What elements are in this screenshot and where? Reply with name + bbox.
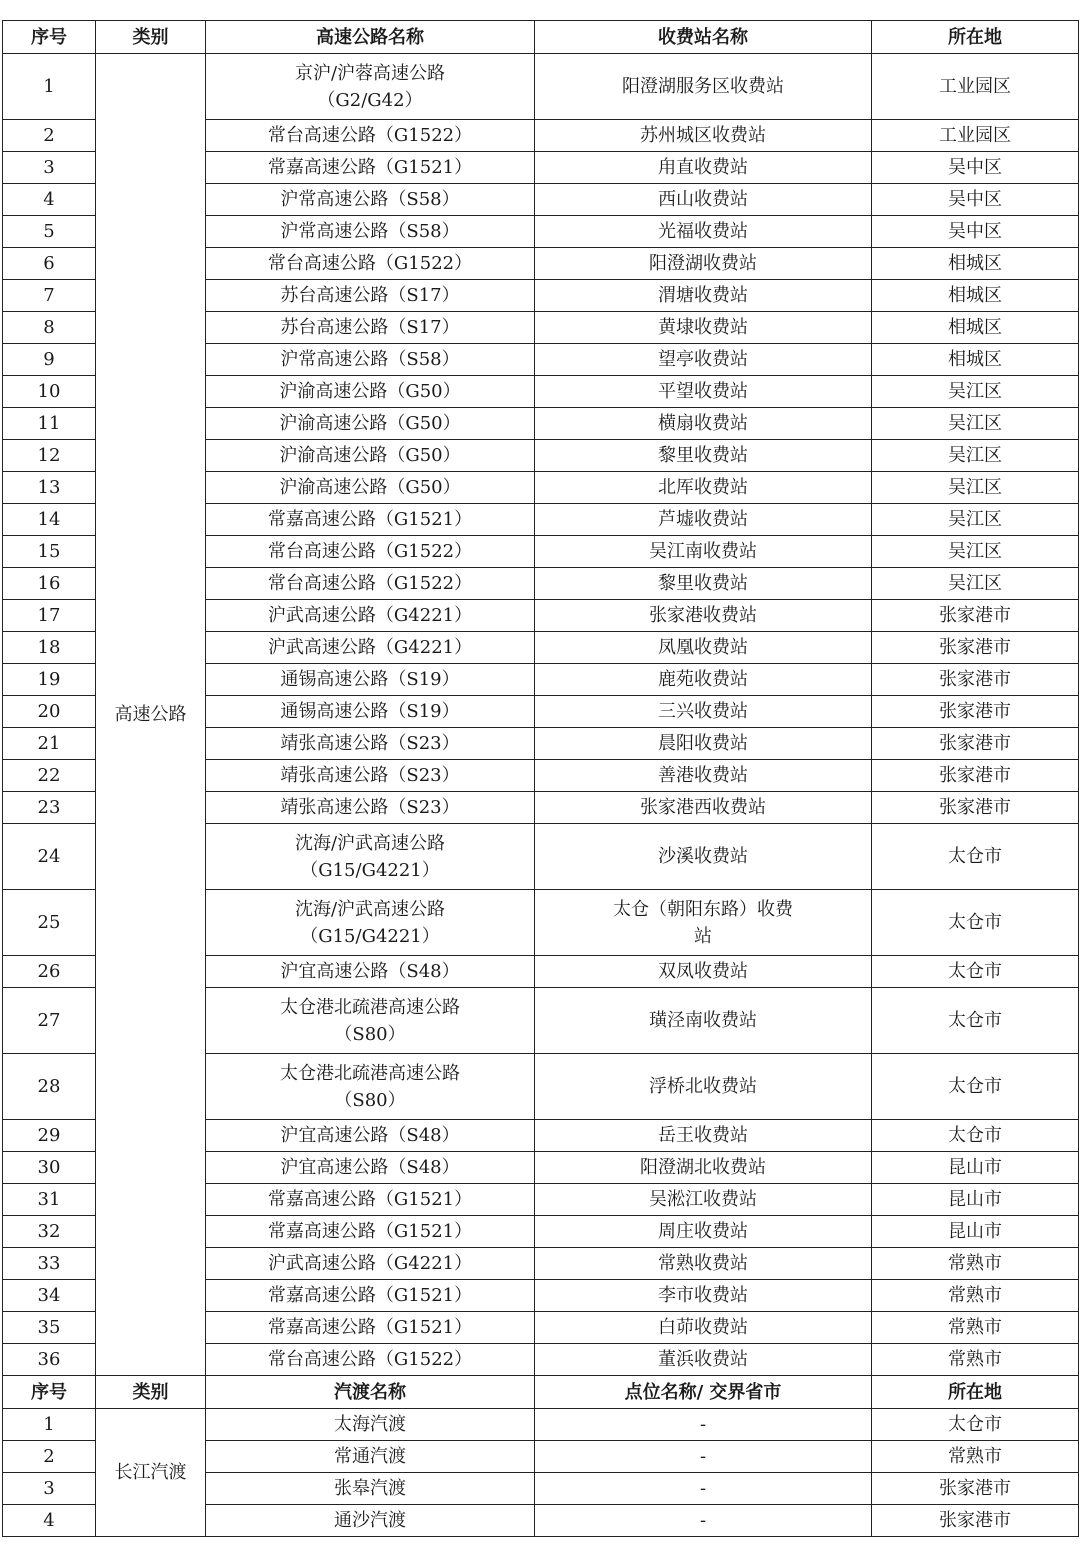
location: 太仓市 [872, 956, 1079, 988]
highway-name: 沪常高速公路（S58） [206, 344, 535, 376]
row-number: 26 [3, 956, 96, 988]
highway-name: 沪渝高速公路（G50） [206, 472, 535, 504]
toll-station-name: 张家港西收费站 [535, 792, 872, 824]
location: 吴江区 [872, 568, 1079, 600]
row-number: 4 [3, 1505, 96, 1537]
location: 昆山市 [872, 1216, 1079, 1248]
row-number: 11 [3, 408, 96, 440]
toll-station-name: 常熟收费站 [535, 1248, 872, 1280]
row-number: 3 [3, 152, 96, 184]
highway-name: 常嘉高速公路（G1521） [206, 1280, 535, 1312]
location: 吴中区 [872, 184, 1079, 216]
highway-name: 沪宜高速公路（S48） [206, 1152, 535, 1184]
toll-station-name: 凤凰收费站 [535, 632, 872, 664]
highway-name: 苏台高速公路（S17） [206, 280, 535, 312]
column-header: 所在地 [872, 1376, 1079, 1409]
toll-station-name: 光福收费站 [535, 216, 872, 248]
row-number: 20 [3, 696, 96, 728]
location: 张家港市 [872, 1473, 1079, 1505]
column-header: 汽渡名称 [206, 1376, 535, 1409]
highway-name: 常嘉高速公路（G1521） [206, 1184, 535, 1216]
row-number: 23 [3, 792, 96, 824]
row-number: 19 [3, 664, 96, 696]
location: 常熟市 [872, 1248, 1079, 1280]
location: 太仓市 [872, 1054, 1079, 1120]
row-number: 3 [3, 1473, 96, 1505]
toll-station-name: 芦墟收费站 [535, 504, 872, 536]
toll-station-name: 阳澄湖收费站 [535, 248, 872, 280]
highway-name: 沈海/沪武高速公路 （G15/G4221） [206, 890, 535, 956]
location: 太仓市 [872, 988, 1079, 1054]
highway-name: 沪常高速公路（S58） [206, 216, 535, 248]
toll-station-name: 黄埭收费站 [535, 312, 872, 344]
toll-station-name: 渭塘收费站 [535, 280, 872, 312]
highway-name: 常台高速公路（G1522） [206, 120, 535, 152]
highway-name: 沪武高速公路（G4221） [206, 632, 535, 664]
highway-name: 靖张高速公路（S23） [206, 728, 535, 760]
row-number: 4 [3, 184, 96, 216]
column-header: 所在地 [872, 21, 1079, 54]
toll-station-name: 善港收费站 [535, 760, 872, 792]
toll-station-name: 鹿苑收费站 [535, 664, 872, 696]
toll-station-name: 北厍收费站 [535, 472, 872, 504]
row-number: 16 [3, 568, 96, 600]
toll-station-name: 浮桥北收费站 [535, 1054, 872, 1120]
category-cell: 高速公路 [96, 54, 206, 1376]
location: 常熟市 [872, 1312, 1079, 1344]
location: 常熟市 [872, 1280, 1079, 1312]
location: 相城区 [872, 248, 1079, 280]
column-header: 类别 [96, 1376, 206, 1409]
location: 相城区 [872, 312, 1079, 344]
row-number: 10 [3, 376, 96, 408]
column-header: 收费站名称 [535, 21, 872, 54]
highway-name: 常台高速公路（G1522） [206, 536, 535, 568]
highway-name: 常嘉高速公路（G1521） [206, 1216, 535, 1248]
toll-station-name: 三兴收费站 [535, 696, 872, 728]
toll-station-name: 双凤收费站 [535, 956, 872, 988]
row-number: 6 [3, 248, 96, 280]
location: 吴江区 [872, 504, 1079, 536]
location: 张家港市 [872, 696, 1079, 728]
row-number: 29 [3, 1120, 96, 1152]
highway-name: 沪渝高速公路（G50） [206, 408, 535, 440]
highway-name: 通锡高速公路（S19） [206, 664, 535, 696]
location: 张家港市 [872, 760, 1079, 792]
toll-station-name: 白茆收费站 [535, 1312, 872, 1344]
location: 张家港市 [872, 792, 1079, 824]
header-row [3, 21, 1079, 54]
location: 张家港市 [872, 600, 1079, 632]
row-number: 7 [3, 280, 96, 312]
header-row [3, 1376, 1079, 1409]
location: 工业园区 [872, 54, 1079, 120]
point-name: - [535, 1441, 872, 1473]
row-number: 2 [3, 120, 96, 152]
row-number: 1 [3, 54, 96, 120]
point-name: - [535, 1505, 872, 1537]
highway-name: 常台高速公路（G1522） [206, 568, 535, 600]
location: 吴江区 [872, 408, 1079, 440]
highway-name: 沪宜高速公路（S48） [206, 1120, 535, 1152]
ferry-name: 张皋汽渡 [206, 1473, 535, 1505]
toll-station-name: 平望收费站 [535, 376, 872, 408]
ferry-name: 通沙汽渡 [206, 1505, 535, 1537]
row-number: 1 [3, 1409, 96, 1441]
row-number: 15 [3, 536, 96, 568]
toll-station-name: 吴江南收费站 [535, 536, 872, 568]
row-number: 17 [3, 600, 96, 632]
location: 吴中区 [872, 152, 1079, 184]
location: 吴江区 [872, 536, 1079, 568]
highway-name: 常嘉高速公路（G1521） [206, 1312, 535, 1344]
highway-name: 常台高速公路（G1522） [206, 1344, 535, 1376]
column-header: 点位名称/ 交界省市 [535, 1376, 872, 1409]
row-number: 18 [3, 632, 96, 664]
row-number: 33 [3, 1248, 96, 1280]
toll-station-name: 黎里收费站 [535, 440, 872, 472]
location: 常熟市 [872, 1344, 1079, 1376]
highway-name: 太仓港北疏港高速公路 （S80） [206, 988, 535, 1054]
highway-name: 靖张高速公路（S23） [206, 760, 535, 792]
toll-station-name: 璜泾南收费站 [535, 988, 872, 1054]
location: 相城区 [872, 344, 1079, 376]
row-number: 14 [3, 504, 96, 536]
row-number: 24 [3, 824, 96, 890]
toll-station-name: 岳王收费站 [535, 1120, 872, 1152]
location: 吴江区 [872, 472, 1079, 504]
highway-name: 京沪/沪蓉高速公路 （G2/G42） [206, 54, 535, 120]
toll-station-name: 阳澄湖服务区收费站 [535, 54, 872, 120]
location: 张家港市 [872, 1505, 1079, 1537]
row-number: 8 [3, 312, 96, 344]
row-number: 5 [3, 216, 96, 248]
toll-station-name: 董浜收费站 [535, 1344, 872, 1376]
location: 相城区 [872, 280, 1079, 312]
location: 太仓市 [872, 824, 1079, 890]
row-number: 9 [3, 344, 96, 376]
row-number: 30 [3, 1152, 96, 1184]
column-header: 序号 [3, 1376, 96, 1409]
location: 工业园区 [872, 120, 1079, 152]
highway-name: 沪武高速公路（G4221） [206, 600, 535, 632]
column-header: 序号 [3, 21, 96, 54]
highway-name: 沪渝高速公路（G50） [206, 376, 535, 408]
column-header: 类别 [96, 21, 206, 54]
row-number: 2 [3, 1441, 96, 1473]
row-number: 27 [3, 988, 96, 1054]
toll-station-name: 望亭收费站 [535, 344, 872, 376]
highway-name: 常嘉高速公路（G1521） [206, 152, 535, 184]
table-row [3, 1409, 1079, 1441]
location: 太仓市 [872, 890, 1079, 956]
row-number: 31 [3, 1184, 96, 1216]
highway-name: 沪渝高速公路（G50） [206, 440, 535, 472]
location: 太仓市 [872, 1409, 1079, 1441]
location: 太仓市 [872, 1120, 1079, 1152]
column-header: 高速公路名称 [206, 21, 535, 54]
location: 张家港市 [872, 632, 1079, 664]
category-cell: 长江汽渡 [96, 1409, 206, 1537]
ferry-name: 常通汽渡 [206, 1441, 535, 1473]
row-number: 28 [3, 1054, 96, 1120]
row-number: 12 [3, 440, 96, 472]
highway-name: 靖张高速公路（S23） [206, 792, 535, 824]
toll-station-name: 吴淞江收费站 [535, 1184, 872, 1216]
location: 张家港市 [872, 664, 1079, 696]
location: 昆山市 [872, 1184, 1079, 1216]
row-number: 35 [3, 1312, 96, 1344]
location: 常熟市 [872, 1441, 1079, 1473]
toll-station-name: 张家港收费站 [535, 600, 872, 632]
ferry-name: 太海汽渡 [206, 1409, 535, 1441]
point-name: - [535, 1409, 872, 1441]
toll-station-name: 周庄收费站 [535, 1216, 872, 1248]
highway-name: 沈海/沪武高速公路 （G15/G4221） [206, 824, 535, 890]
toll-station-name: 沙溪收费站 [535, 824, 872, 890]
toll-station-name: 晨阳收费站 [535, 728, 872, 760]
highway-name: 沪常高速公路（S58） [206, 184, 535, 216]
row-number: 21 [3, 728, 96, 760]
highway-name: 常嘉高速公路（G1521） [206, 504, 535, 536]
location: 吴江区 [872, 376, 1079, 408]
toll-station-name: 阳澄湖北收费站 [535, 1152, 872, 1184]
highway-name: 通锡高速公路（S19） [206, 696, 535, 728]
toll-station-name: 横扇收费站 [535, 408, 872, 440]
row-number: 22 [3, 760, 96, 792]
toll-station-name: 苏州城区收费站 [535, 120, 872, 152]
highway-name: 常台高速公路（G1522） [206, 248, 535, 280]
toll-station-name: 太仓（朝阳东路）收费 站 [535, 890, 872, 956]
highway-name: 太仓港北疏港高速公路 （S80） [206, 1054, 535, 1120]
checkpoint-table [2, 20, 1079, 1537]
toll-station-name: 甪直收费站 [535, 152, 872, 184]
highway-name: 沪宜高速公路（S48） [206, 956, 535, 988]
location: 吴江区 [872, 440, 1079, 472]
highway-name: 苏台高速公路（S17） [206, 312, 535, 344]
row-number: 34 [3, 1280, 96, 1312]
row-number: 25 [3, 890, 96, 956]
location: 张家港市 [872, 728, 1079, 760]
row-number: 13 [3, 472, 96, 504]
location: 昆山市 [872, 1152, 1079, 1184]
point-name: - [535, 1473, 872, 1505]
row-number: 32 [3, 1216, 96, 1248]
row-number: 36 [3, 1344, 96, 1376]
location: 吴中区 [872, 216, 1079, 248]
highway-name: 沪武高速公路（G4221） [206, 1248, 535, 1280]
table-row [3, 54, 1079, 120]
toll-station-name: 西山收费站 [535, 184, 872, 216]
toll-station-name: 黎里收费站 [535, 568, 872, 600]
toll-station-name: 李市收费站 [535, 1280, 872, 1312]
